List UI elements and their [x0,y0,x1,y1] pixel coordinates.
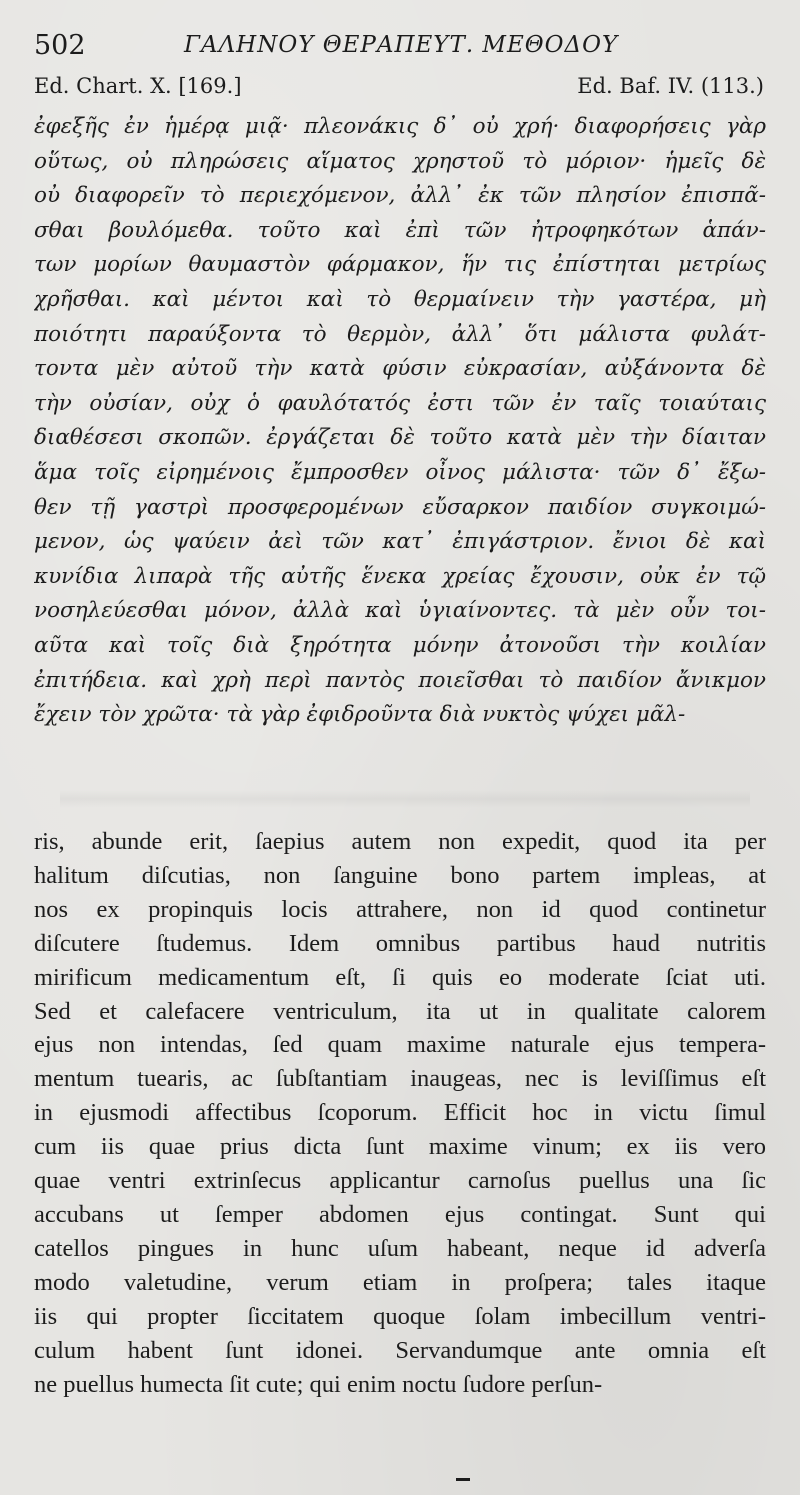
latin-text-line: catellos pingues in hunc uſum habeant, neque id adverſa [34,1234,766,1262]
page-number: 502 [34,30,86,61]
edition-reference-line [34,74,764,104]
greek-text-line: τοντα μὲν αὐτοῦ τὴν κατὰ φύσιν εὐκρασίαν, αὐξάνοντα δὲ [34,356,766,382]
edition-chartier-reference: Ed. Chart. X. [169.] [34,74,242,98]
greek-text-block [34,110,766,733]
greek-text-line: τὴν οὐσίαν, οὐχ ὁ φαυλότατός ἐστι τῶν ἐν ταῖς τοιαύταις [34,390,766,416]
latin-text-line: cum iis quae prius dicta ſunt maxime vinum; ex iis vero [34,1133,766,1161]
greek-text-line: μενον, ὡς ψαύειν ἀεὶ τῶν κατ᾽ ἐπιγάστριον. ἔνιοι δὲ καὶ [34,529,766,555]
greek-text-line: ἅμα τοῖς εἰρημένοις ἔμπροσθεν οἶνος μάλιστα· τῶν δ᾽ ἔξω- [34,459,766,485]
greek-text-line: οὐ διαφορεῖν τὸ περιεχόμενον, ἀλλ᾽ ἐκ τῶν πλησίον ἐπισπᾶ- [34,183,766,209]
greek-text-line: θεν τῇ γαστρὶ προσφερομένων εὔσαρκον παιδίον συγκοιμώ- [34,494,766,520]
page-header [34,30,764,62]
greek-text-line: ἐπιτήδεια. καὶ χρὴ περὶ παντὸς ποιεῖσθαι τὸ παιδίον ἄνικμον [34,667,766,693]
latin-text-line: modo valetudine, verum etiam in proſpera; tales itaque [34,1268,766,1296]
greek-text-line: ἔχειν τὸν χρῶτα· τὰ γὰρ ἐφιδροῦντα διὰ νυκτὸς ψύχει μᾶλ- [34,702,686,728]
latin-text-line: in ejusmodi affectibus ſcoporum. Efficit hoc in victu ſimul [34,1099,766,1127]
latin-text-line: accubans ut ſemper abdomen ejus contingat. Sunt qui [34,1200,766,1228]
latin-text-line: nos ex propinquis locis attrahere, non id quod continetur [34,895,766,923]
catchword-mark [456,1478,470,1481]
latin-text-line: Sed et calefacere ventriculum, ita ut in qualitate calorem [34,997,766,1025]
greek-text-line: χρῆσθαι. καὶ μέντοι καὶ τὸ θερμαίνειν τὴν γαστέρα, μὴ [34,286,766,312]
latin-text-line: halitum diſcutias, non ſanguine bono partem impleas, at [34,861,766,889]
latin-text-line: mirificum medicamentum eſt, ſi quis eo moderate ſciat uti. [34,963,766,991]
latin-text-line: ne puellus humecta ſit cute; qui enim noctu ſudore perſun- [34,1370,603,1398]
edition-basel-reference: Ed. Baf. IV. (113.) [577,74,764,98]
greek-text-line: ποιότητι παραύξοντα τὸ θερμὸν, ἀλλ᾽ ὅτι μάλιστα φυλάτ- [34,321,766,347]
latin-text-line: ejus non intendas, ſed quam maxime naturale ejus tempera- [34,1031,766,1059]
greek-text-line: σθαι βουλόμεθα. τοῦτο καὶ ἐπὶ τῶν ἠτροφηκότων ἁπάν- [34,217,766,243]
greek-text-line: των μορίων θαυμαστὸν φάρμακον, ἥν τις ἐπίστηται μετρίως [34,252,766,278]
latin-text-line: culum habent ſunt idonei. Servandumque ante omnia eſt [34,1336,766,1364]
latin-text-block [34,825,766,1401]
bleed-through-strip [60,790,750,808]
latin-text-line: quae ventri extrinſecus applicantur carnoſus puellus una ſic [34,1167,766,1195]
greek-text-line: οὕτως, οὐ πληρώσεις αἵματος χρηστοῦ τὸ μόριον· ἡμεῖς δὲ [34,148,766,174]
greek-text-line: ἐφεξῆς ἐν ἡμέρᾳ μιᾷ· πλεονάκις δ᾽ οὐ χρή· διαφορήσεις γὰρ [34,114,766,139]
greek-text-line: νοσηλεύεσθαι μόνον, ἀλλὰ καὶ ὑγιαίνοντες. τὰ μὲν οὖν τοι- [34,598,766,624]
latin-text-line: mentum tuearis, ac ſubſtantiam inaugeas, nec is leviſſimus eſt [34,1065,766,1093]
greek-text-line: αῦτα καὶ τοῖς διὰ ξηρότητα μόνην ἀτονοῦσι τὴν κοιλίαν [34,632,766,658]
greek-text-line: κυνίδια λιπαρὰ τῆς αὐτῆς ἕνεκα χρείας ἔχουσιν, οὐκ ἐν τῷ [34,563,766,589]
latin-text-line: ris, abunde erit, ſaepius autem non expedit, quod ita per [34,828,766,855]
latin-text-line: iis qui propter ſiccitatem quoque ſolam imbecillum ventri- [34,1302,766,1330]
latin-text-line: diſcutere ſtudemus. Idem omnibus partibus haud nutritis [34,929,766,957]
greek-text-line: διαθέσεσι σκοπῶν. ἐργάζεται δὲ τοῦτο κατὰ μὲν τὴν δίαιταν [34,425,766,451]
running-title: ΓΑΛΗΝΟΥ ΘΕΡΑΠΕΥΤ. ΜΕΘΟΔΟΥ [184,32,619,58]
